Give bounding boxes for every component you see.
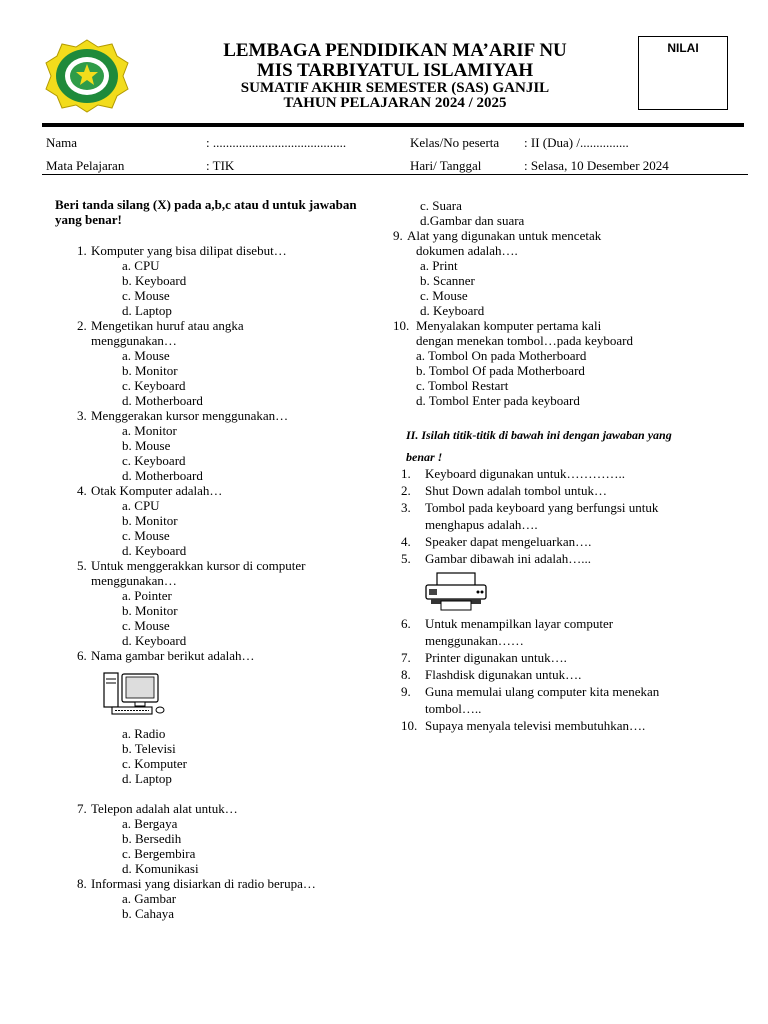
option: b. Televisi [122,741,176,756]
option: a. CPU [122,498,160,513]
option: b. Cahaya [122,906,174,921]
score-label: NILAI [667,41,699,55]
essay-questions [401,465,746,734]
mapel-label: Mata Pelajaran [46,158,125,173]
option: d. Keyboard [122,543,187,558]
option: b. Monitor [122,363,178,378]
header-divider [42,123,744,127]
essay-item-6: 6. Untuk menampilkan layar computer menggunakan…… [401,616,614,648]
essay-item-8: 8. Flashdisk digunakan untuk…. [401,667,582,682]
essay-item-5: 5. Gambar dibawah ini adalah…... [401,551,592,566]
hari-label: Hari/ Tanggal [410,158,482,173]
option: d. Keyboard [122,633,187,648]
essay-item-7: 7. Printer digunakan untuk…. [401,650,567,665]
essay-item-3: 3. Tombol pada keyboard yang berfungsi untuk menghapus adalah…. [401,500,659,532]
option: c. Bergembira [122,846,196,861]
hari-value: : Selasa, 10 Desember 2024 [524,158,669,173]
section1-instruction: Beri tanda silang (X) pada a,b,c atau d untuk jawaban yang benar! [55,197,357,227]
option: d. Keyboard [420,303,485,318]
essay-item-9: 9. Guna memulai ulang computer kita menekan tombol….. [401,684,660,716]
option: c. Keyboard [122,453,186,468]
option: c. Mouse [122,528,170,543]
option: c. Tombol Restart [416,378,509,393]
option: c. Mouse [420,288,468,303]
mc-question-6: 6. Nama gambar berikut adalah… a. Radio b. Televisi c. Komputer d. Laptop [77,648,316,786]
essay-item-4: 4. Speaker dapat mengeluarkan…. [401,534,592,549]
mc-question-8-cont [393,198,633,228]
option: d. Motherboard [122,393,203,408]
option: b. Bersedih [122,831,182,846]
option: c. Keyboard [122,378,186,393]
school-name: MIS TARBIYATUL ISLAMIYAH [256,60,534,81]
mc-question-10: 10. Menyalakan komputer pertama kali dengan menekan tombol…pada keyboard a. Tombol On pada Motherboard b. Tombol Of pada Motherboard c. Tombol Restart d. Tombol Enter pada keyboard [393,318,633,408]
option: c. Komputer [122,756,187,771]
option: c. Suara [420,198,462,213]
printer-image [401,567,746,615]
option: a. Pointer [122,588,172,603]
nama-value: : ......................................... [206,135,347,150]
academic-year: TAHUN PELAJARAN 2024 / 2025 [283,95,507,111]
mc-questions-left [77,243,316,921]
option: b. Monitor [122,513,178,528]
option: d. Laptop [122,303,172,318]
mc-question-2: 2. Mengetikan huruf atau angka menggunakan… a. Mouse b. Monitor c. Keyboard d. Motherboard [77,318,316,408]
option: c. Mouse [122,288,170,303]
essay-item-2: 2. Shut Down adalah tombol untuk… [401,483,607,498]
mc-question-1: 1. Komputer yang bisa dilipat disebut… a. CPU b. Keyboard c. Mouse d. Laptop [77,243,316,318]
option: c. Mouse [122,618,170,633]
exam-title: SUMATIF AKHIR SEMESTER (SAS) GANJIL [240,80,550,96]
option: b. Scanner [420,273,475,288]
mc-question-8: 8. Informasi yang disiarkan di radio berupa… a. Gambar b. Cahaya [77,876,316,921]
option: a. Print [420,258,458,273]
option: a. CPU [122,258,160,273]
mc-question-3: 3. Menggerakan kursor menggunakan… a. Monitor b. Mouse c. Keyboard d. Motherboard [77,408,316,483]
mc-questions-right [393,198,633,408]
option: b. Mouse [122,438,171,453]
computer-icon [102,671,168,715]
computer-image [77,663,316,726]
option: a. Monitor [122,423,177,438]
option: d. Motherboard [122,468,203,483]
option: d. Tombol Enter pada keyboard [416,393,580,408]
score-box [638,36,728,110]
option: d. Komunikasi [122,861,199,876]
school-logo [42,38,132,114]
option: b. Keyboard [122,273,187,288]
mc-question-4: 4. Otak Komputer adalah… a. CPU b. Monitor c. Mouse d. Keyboard [77,483,316,558]
mc-question-7: 7. Telepon adalah alat untuk… a. Bergaya b. Bersedih c. Bergembira d. Komunikasi [77,801,316,876]
option: a. Radio [122,726,166,741]
institution-name: LEMBAGA PENDIDIKAN MA’ARIF NU [223,40,567,61]
option: a. Mouse [122,348,170,363]
option: a. Gambar [122,891,177,906]
nama-label: Nama [46,135,78,150]
option: a. Tombol On pada Motherboard [416,348,587,363]
option: b. Monitor [122,603,178,618]
section2-instruction: II. Isilah titik-titik di bawah ini dengan jawaban yang benar ! [406,428,672,464]
kelas-value: : II (Dua) /............... [524,135,629,150]
mc-question-9: 9. Alat yang digunakan untuk mencetak dokumen adalah…. a. Print b. Scanner c. Mouse d. Keyboard [393,228,633,318]
essay-item-10: 10. Supaya menyala televisi membutuhkan…. [401,718,646,733]
option: a. Bergaya [122,816,178,831]
essay-item-1: 1. Keyboard digunakan untuk………….. [401,466,626,481]
info-divider [42,174,748,175]
option: d.Gambar dan suara [420,213,525,228]
option: b. Tombol Of pada Motherboard [416,363,585,378]
option: d. Laptop [122,771,172,786]
printer-icon [423,571,489,611]
kelas-label: Kelas/No peserta [410,135,500,150]
mapel-value: : TIK [206,158,235,173]
mc-question-5: 5. Untuk menggerakkan kursor di computer menggunakan… a. Pointer b. Monitor c. Mouse d. Keyboard [77,558,316,648]
